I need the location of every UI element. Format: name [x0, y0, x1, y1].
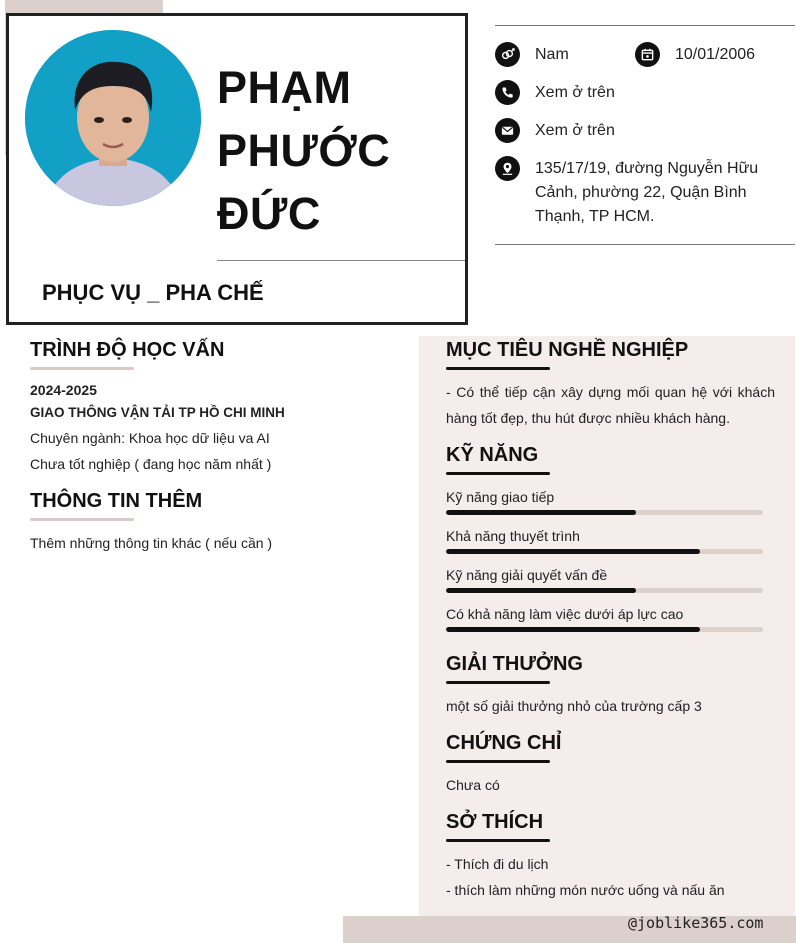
certificates-title: CHỨNG CHỈ [446, 732, 562, 754]
divider [495, 25, 795, 26]
calendar-icon [635, 42, 660, 67]
name-line-1: PHẠM [217, 62, 352, 113]
full-name [217, 56, 390, 245]
education-years: 2024-2025 [30, 382, 97, 398]
skill-label: Khả năng thuyết trình [446, 528, 580, 544]
section-underline [446, 472, 550, 475]
section-underline [30, 518, 134, 521]
skill-bar [446, 627, 763, 632]
certificates-text: Chưa có [446, 777, 500, 793]
location-icon [495, 156, 520, 181]
skill-label: Có khả năng làm việc dưới áp lực cao [446, 606, 684, 622]
dob-value: 10/01/2006 [675, 46, 756, 63]
education-major: Chuyên ngành: Khoa học dữ liệu va AI [30, 430, 270, 446]
awards-text: một số giải thưởng nhỏ của trường cấp 3 [446, 698, 702, 714]
job-title: PHỤC VỤ _ PHA CHẾ [42, 280, 264, 305]
address-value: 135/17/19, đường Nguyễn Hữu Cảnh, phường 22, Quận Bình Thạnh, TP HCM. [535, 160, 759, 225]
hobbies-title: SỞ THÍCH [446, 811, 544, 833]
section-underline [446, 839, 550, 842]
email-value: Xem ở trên [535, 122, 615, 139]
skill-bar-fill [446, 588, 636, 593]
gender-icon [495, 42, 520, 67]
skill-label: Kỹ năng giao tiếp [446, 489, 555, 505]
divider [495, 244, 795, 245]
hobby-item: - Thích đi du lịch [446, 856, 549, 872]
objective-title: MỤC TIÊU NGHỀ NGHIỆP [446, 339, 689, 361]
skill-bar-fill [446, 549, 700, 554]
education-school: GIAO THÔNG VẬN TẢI TP HỒ CHI MINH [30, 405, 285, 420]
phone-value: Xem ở trên [535, 84, 615, 101]
avatar [25, 30, 201, 206]
skill-bar [446, 549, 763, 554]
awards-title: GIẢI THƯỞNG [446, 653, 583, 675]
footer-watermark: @joblike365.com [628, 914, 764, 932]
section-underline [446, 760, 550, 763]
section-underline [446, 367, 550, 370]
section-underline [30, 367, 134, 370]
education-status: Chưa tốt nghiệp ( đang học năm nhất ) [30, 456, 272, 472]
extra-info-text: Thêm những thông tin khác ( nếu cần ) [30, 535, 273, 551]
name-line-2: PHƯỚC [217, 125, 391, 176]
hobby-item: - thích làm những món nước uống và nấu ăn [446, 882, 725, 898]
gender-value: Nam [535, 46, 569, 63]
email-icon [495, 118, 520, 143]
name-line-3: ĐỨC [217, 188, 321, 239]
objective-text: - Có thể tiếp cận xây dựng mối quan hệ với khách hàng tốt đẹp, thu hút được nhiều khách hàng. [446, 384, 775, 426]
section-underline [446, 681, 550, 684]
extra-info-title: THÔNG TIN THÊM [30, 490, 203, 512]
phone-icon [495, 80, 520, 105]
skill-bar [446, 510, 763, 515]
education-title: TRÌNH ĐỘ HỌC VẤN [30, 339, 225, 361]
divider [217, 260, 465, 261]
avatar-portrait [25, 30, 201, 206]
skill-bar-fill [446, 627, 700, 632]
skill-label: Kỹ năng giải quyết vấn đề [446, 567, 608, 583]
skill-bar [446, 588, 763, 593]
skills-title: KỸ NĂNG [446, 444, 539, 466]
skill-bar-fill [446, 510, 636, 515]
